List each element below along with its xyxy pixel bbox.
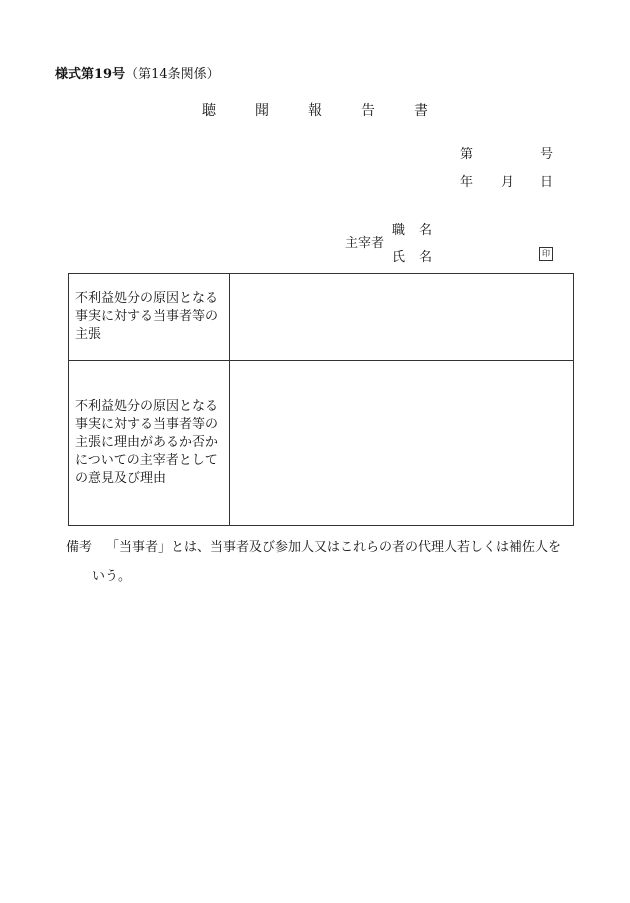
row-label-party-claims: 不利益処分の原因となる事実に対する当事者等の主張 (69, 274, 230, 361)
row-value-party-claims[interactable] (230, 274, 574, 361)
date-day-label: 日 (540, 175, 554, 190)
title-char: 聞 (255, 103, 269, 119)
note-line-2: いう。 (92, 569, 132, 584)
row-label-host-opinion: 不利益処分の原因となる事実に対する当事者等の主張に理由があるか否かについての主宰者としての意見及び理由 (69, 361, 230, 526)
document-number-suffix: 号 (540, 147, 554, 162)
form-number: 様式第19号 (55, 67, 126, 82)
document-title (0, 100, 630, 120)
table-row (69, 274, 574, 361)
post-label-part1: 職 (392, 223, 406, 238)
host-label: 主宰者 (345, 236, 385, 251)
title-char: 告 (361, 103, 375, 119)
note-text: 「当事者」とは、当事者及び参加人又はこれらの者の代理人若しくは補佐人を (106, 540, 562, 555)
form-number-label (55, 63, 220, 82)
hearing-report-table (68, 273, 574, 526)
name-label-part1: 氏 (392, 250, 406, 265)
note-heading: 備考 (66, 540, 93, 555)
document-number-prefix: 第 (460, 147, 474, 162)
date-month-label: 月 (501, 175, 515, 190)
post-label-part2: 名 (419, 223, 433, 238)
note-line-1 (66, 536, 561, 555)
row-value-host-opinion[interactable] (230, 361, 574, 526)
name-label-part2: 名 (419, 250, 433, 265)
form-article-reference: （第14条関係） (125, 67, 220, 82)
date-year-label: 年 (460, 175, 474, 190)
table-row (69, 361, 574, 526)
title-char: 報 (308, 103, 322, 119)
title-char: 聴 (202, 103, 216, 119)
seal-mark: 印 (539, 247, 553, 261)
title-char: 書 (414, 103, 428, 119)
